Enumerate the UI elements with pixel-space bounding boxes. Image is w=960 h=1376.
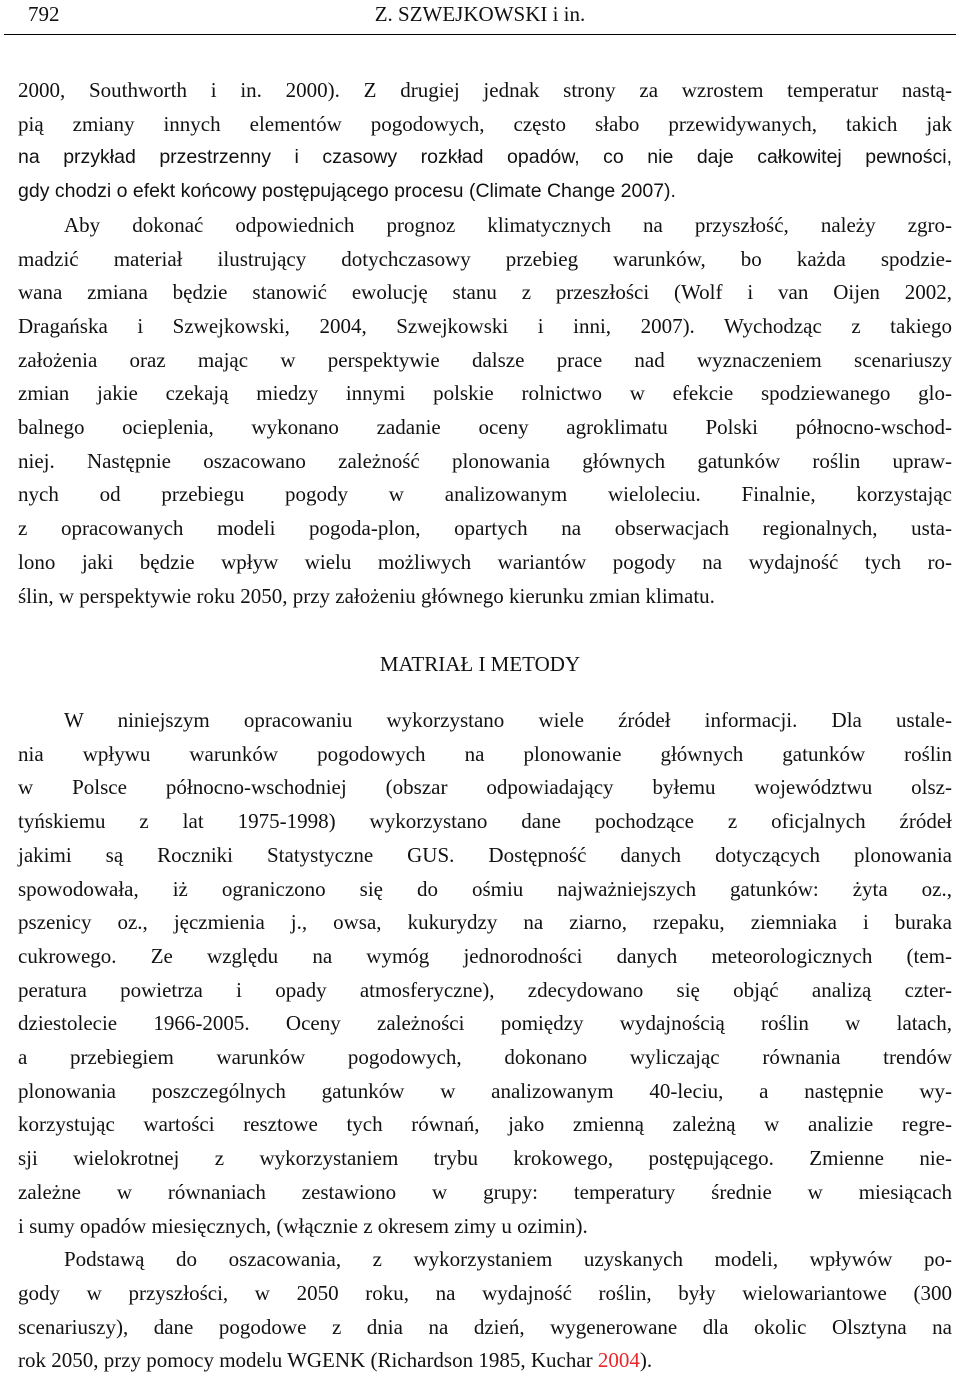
text-line: madzić materiał ilustrujący dotychczasowy przebieg warunków, bo każda spodzie- [18,247,952,271]
text-line: gdy chodzi o efekt końcowy postępującego procesu (Climate Change 2007). [18,180,676,202]
text-line: zależne w równaniach zestawiono w grupy: temperatury średnie w miesiącach [18,1180,952,1204]
text-line: ślin, w perspektywie roku 2050, przy założeniu głównego kierunku zmian klimatu. [18,584,715,608]
text-line: dziestolecie 1966-2005. Oceny zależności pomiędzy wydajnością roślin w latach, [18,1011,952,1035]
text-line: sji wielokrotnej z wykorzystaniem trybu krokowego, postępującego. Zmienne nie- [18,1146,952,1170]
text-line: i sumy opadów miesięcznych, (włącznie z okresem zimy u ozimin). [18,1214,588,1238]
text-line: Aby dokonać odpowiednich prognoz klimatycznych na przyszłość, należy zgro- [64,213,952,237]
section-heading: MATRIAŁ I METODY [379,652,581,676]
text-line: peratura powietrza i opady atmosferyczne), zdecydowano się objąć analizą czter- [18,978,952,1002]
text-line: scenariuszy), dane pogodowe z dnia na dzień, wygenerowane dla okolic Olsztyna na [18,1315,952,1339]
text-line: cukrowego. Ze względu na wymóg jednorodności danych meteorologicznych (tem- [18,944,952,968]
text-line: założenia oraz mając w perspektywie dalsze prace nad wyznaczeniem scenariuszy [18,348,952,372]
last-line-text: rok 2050, przy pomocy modelu WGENK (Richardson 1985, Kuchar [18,1348,598,1372]
last-line-end: ). [639,1348,653,1372]
citation-link-2004[interactable]: 2004 [597,1348,640,1372]
text-line: spowodowała, iż ograniczono się do ośmiu najważniejszych gatunków: żyta oz., [18,877,952,901]
text-line: pszenicy oz., jęczmienia j., owsa, kukurydzy na ziarno, rzepaku, ziemniaka i buraka [18,910,952,934]
text-line: pią zmiany innych elementów pogodowych, często słabo przewidywanych, takich jak [18,112,952,136]
text-line: a przebiegiem warunków pogodowych, dokonano wyliczając równania trendów [18,1045,952,1069]
text-line: plonowania poszczególnych gatunków w analizowanym 40-leciu, a następnie wy- [18,1079,952,1103]
text-line: lono jaki będzie wpływ wielu możliwych wariantów pogody na wydajność tych ro- [18,550,952,574]
text-line: jakimi są Roczniki Statystyczne GUS. Dostępność danych dotyczących plonowania [18,843,952,867]
text-line: nia wpływu warunków pogodowych na plonowanie głównych gatunków roślin [18,742,952,766]
text-line: z opracowanych modeli pogoda-plon, opartych na obserwacjach regionalnych, usta- [18,516,952,540]
text-line: na przykład przestrzenny i czasowy rozkład opadów, co nie daje całkowitej pewności, [18,146,952,168]
text-line: gody w przyszłości, w 2050 roku, na wydajność roślin, były wielowariantowe (300 [18,1281,952,1305]
text-line: w Polsce północno-wschodniej (obszar odpowiadający byłemu województwu olsz- [18,775,952,799]
text-line: tyńskiemu z lat 1975-1998) wykorzystano dane pochodzące z oficjalnych źródeł [18,809,952,833]
text-line: niej. Następnie oszacowano zależność plonowania głównych gatunków roślin upraw- [18,449,952,473]
text-line-last [18,1344,952,1376]
text-line: Podstawą do oszacowania, z wykorzystaniem uzyskanych modeli, wpływów po- [64,1247,952,1271]
text-line: 2000, Southworth i in. 2000). Z drugiej jednak strony za wzrostem temperatur nastą- [18,78,952,102]
running-head-authors: Z. SZWEJKOWSKI i in. [374,2,586,26]
text-line: nych od przebiegu pogody w analizowanym wieloleciu. Finalnie, korzystając [18,482,952,506]
running-header [4,0,956,35]
text-line: wana zmiana będzie stanowić ewolucję stanu z przeszłości (Wolf i van Oijen 2002, [18,280,952,304]
text-line: korzystując wartości resztowe tych równań, jako zmienną zależną w analizie regre- [18,1112,952,1136]
text-line: W niniejszym opracowaniu wykorzystano wiele źródeł informacji. Dla ustale- [64,708,952,732]
text-line: balnego ocieplenia, wykonano zadanie oceny agroklimatu Polski północno-wschod- [18,415,952,439]
page-number: 792 [28,2,60,26]
text-line: Dragańska i Szwejkowski, 2004, Szwejkowski i inni, 2007). Wychodząc z takiego [18,314,952,338]
text-line: zmian jakie czekają miedzy innymi polskie rolnictwo w efekcie spodziewanego glo- [18,381,952,405]
